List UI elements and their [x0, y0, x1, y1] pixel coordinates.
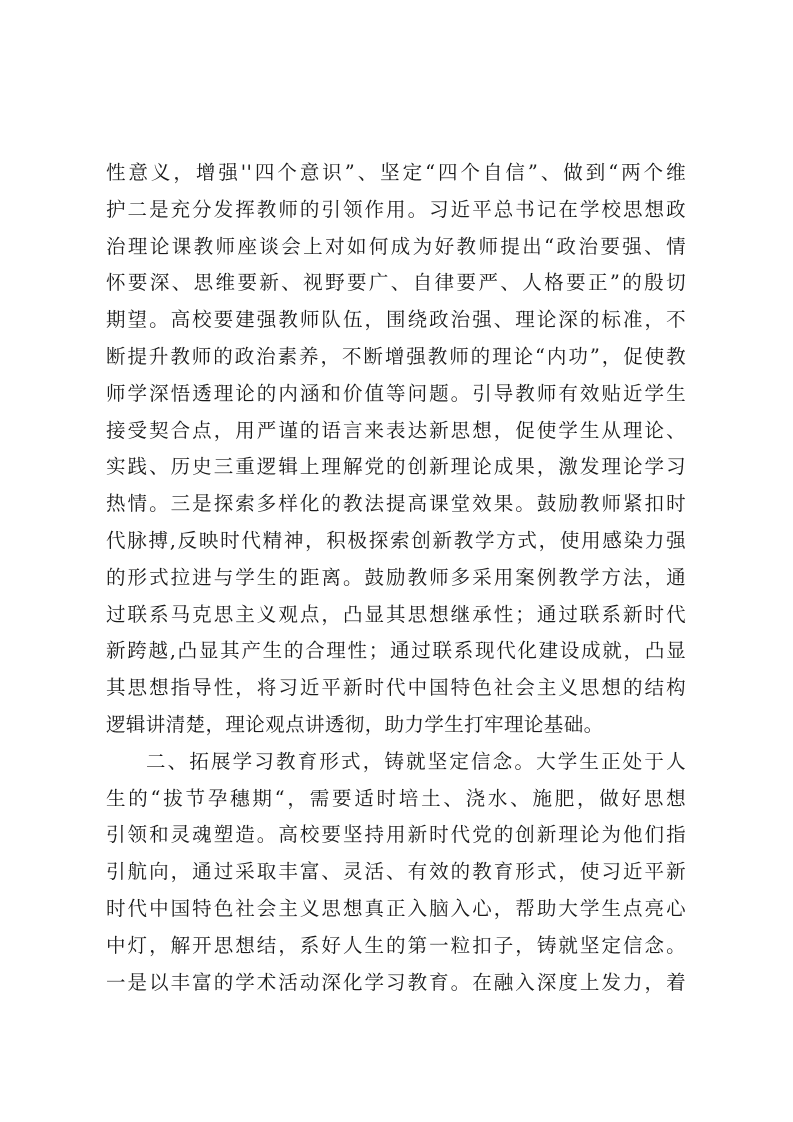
text-line: 二、拓展学习教育形式，铸就坚定信念。大学生正处于人 [146, 749, 686, 773]
text-line: 过联系马克思主义观点，凸显其思想继承性；通过联系新时代 [106, 602, 686, 626]
text-line: 时代中国特色社会主义思想真正入脑入心，帮助大学生点亮心 [106, 896, 686, 920]
text-line: 一是以丰富的学术活动深化学习教育。在融入深度上发力，着 [106, 970, 686, 994]
text-line: 热情。三是探索多样化的教法提高课堂效果。鼓励教师紧扣时 [106, 492, 686, 516]
text-line: 治理论课教师座谈会上对如何成为好教师提出“政治要强、情 [106, 234, 686, 258]
text-line: 怀要深、思维要新、视野要广、自律要严、人格要正”的殷切 [106, 271, 686, 295]
text-line: 接受契合点，用严谨的语言来表达新思想，促使学生从理论、 [106, 418, 686, 442]
text-line: 性意义，增强''四个意识”、坚定“四个自信”、做到“两个维 [106, 161, 686, 184]
text-line: 逻辑讲清楚，理论观点讲透彻，助力学生打牢理论基础。 [106, 712, 604, 736]
text-line: 引航向，通过采取丰富、灵活、有效的教育形式，使习近平新 [106, 860, 686, 884]
text-line: 实践、历史三重逻辑上理解党的创新理论成果，激发理论学习 [106, 455, 686, 479]
text-line: 中灯，解开思想结，系好人生的第一粒扣子，铸就坚定信念。 [106, 933, 686, 957]
text-line: 生的“拔节孕穗期“，需要适时培土、浇水、施肥，做好思想 [106, 786, 686, 810]
text-line: 新跨越,凸显其产生的合理性；通过联系现代化建设成就，凸显 [106, 639, 686, 663]
body-text [106, 155, 686, 1001]
text-line: 期望。高校要建强教师队伍，围绕政治强、理论深的标准，不 [106, 308, 686, 332]
text-line: 引领和灵魂塑造。高校要坚持用新时代党的创新理论为他们指 [106, 823, 686, 847]
text-line: 师学深悟透理论的内涵和价值等问题。引导教师有效贴近学生 [106, 381, 686, 405]
text-line: 断提升教师的政治素养，不断增强教师的理论“内功”，促使教 [106, 344, 686, 368]
text-line: 代脉搏,反映时代精神，积极探索创新教学方式，使用感染力强 [106, 528, 686, 552]
text-line: 的形式拉进与学生的距离。鼓励教师多采用案例教学方法，通 [106, 565, 686, 589]
text-line: 护二是充分发挥教师的引领作用。习近平总书记在学校思想政 [106, 197, 686, 221]
text-line: 其思想指导性，将习近平新时代中国特色社会主义思想的结构 [106, 676, 686, 700]
